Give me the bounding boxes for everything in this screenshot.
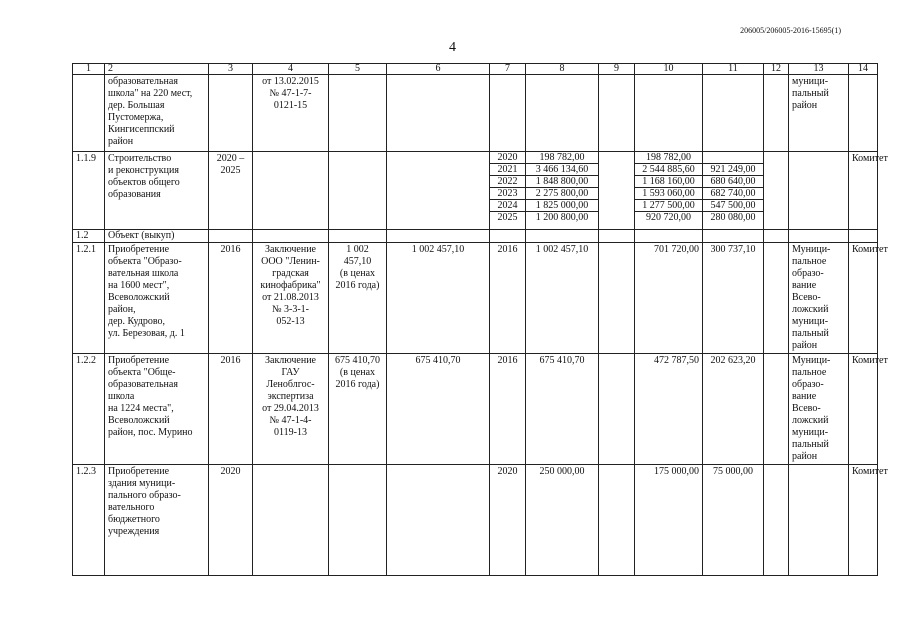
- section-title: Объект (выкуп): [105, 230, 209, 243]
- local: 202 623,20: [703, 354, 764, 465]
- local-cell: [703, 152, 764, 230]
- amount: 2 275 800,00: [526, 188, 598, 200]
- executor: Комитет: [849, 354, 878, 465]
- row-number: 1.2: [73, 230, 105, 243]
- table-row: [73, 75, 878, 152]
- col-header: 11: [703, 64, 764, 75]
- year: 2022: [490, 176, 525, 188]
- amount: 682 740,00: [703, 188, 763, 200]
- amount: 3 466 134,60: [526, 164, 598, 176]
- years-cell: [490, 152, 526, 230]
- col-header: 6: [387, 64, 490, 75]
- total: 250 000,00: [526, 465, 599, 576]
- amount: [703, 152, 763, 164]
- amount: 1 825 000,00: [526, 200, 598, 212]
- regional: 701 720,00: [635, 243, 703, 354]
- col-header: 7: [490, 64, 526, 75]
- expertise-doc: Заключение ГАУ Ленoблгос- экспертиза от 29.04.2013 № 47-1-4- 0119-13: [253, 354, 329, 465]
- row-number: 1.2.1: [73, 243, 105, 354]
- expertise-doc: от 13.02.2015 № 47-1-7- 0121-15: [253, 75, 329, 152]
- executor: Комитет: [849, 152, 878, 230]
- row-number: 1.1.9: [73, 152, 105, 230]
- year: 2021: [490, 164, 525, 176]
- amount: 921 249,00: [703, 164, 763, 176]
- amount: 198 782,00: [526, 152, 598, 164]
- cost: 675 410,70 (в ценах 2016 года): [329, 354, 387, 465]
- amount: 920 720,00: [646, 212, 691, 223]
- col-header: 2: [105, 64, 209, 75]
- object-name: Приобретение объекта "Обще- образовательная школа на 1224 места", Всеволожский район, пос. Мурино: [105, 354, 209, 465]
- local: 75 000,00: [703, 465, 764, 576]
- table-row: [73, 152, 878, 230]
- col-header: 4: [253, 64, 329, 75]
- local: 300 737,10: [703, 243, 764, 354]
- amount: 1 848 800,00: [526, 176, 598, 188]
- year: 2016: [490, 354, 526, 465]
- year: 2020: [490, 152, 525, 164]
- table-row: [73, 230, 878, 243]
- col-header: 14: [849, 64, 878, 75]
- col-header: 10: [635, 64, 703, 75]
- table-row: [73, 465, 878, 576]
- amount: 1 200 800,00: [535, 212, 589, 223]
- amount: 547 500,00: [703, 200, 763, 212]
- estimate: 675 410,70: [387, 354, 490, 465]
- year: 2016: [490, 243, 526, 354]
- total-cell: [526, 152, 599, 230]
- amount: 1 168 160,00: [635, 176, 702, 188]
- object-name: образовательная школа" на 220 мест, дер. Большая Пустомержа, Кингисеппский район: [105, 75, 209, 152]
- regional: 472 787,50: [635, 354, 703, 465]
- object-name: Строительство и реконструкция объектов общего образования: [105, 152, 209, 230]
- amount: 2 544 885,60: [635, 164, 702, 176]
- regional-cell: [635, 152, 703, 230]
- municipality: Муници- пальное образо- вание Всево- ложский муници- пальный район: [789, 243, 849, 354]
- municipality: Муници- пальное образо- вание Всево- ложский муници- пальный район: [789, 354, 849, 465]
- col-header: 3: [209, 64, 253, 75]
- total: 1 002 457,10: [526, 243, 599, 354]
- year: 2024: [490, 200, 525, 212]
- year: 2025: [497, 212, 518, 223]
- col-header: 8: [526, 64, 599, 75]
- estimate: 1 002 457,10: [387, 243, 490, 354]
- year: 2023: [490, 188, 525, 200]
- col-header: 1: [73, 64, 105, 75]
- table-row: [73, 354, 878, 465]
- period: 2016: [209, 243, 253, 354]
- amount: 1 277 500,00: [635, 200, 702, 212]
- total: 675 410,70: [526, 354, 599, 465]
- page-number: 4: [449, 40, 456, 55]
- regional: 175 000,00: [635, 465, 703, 576]
- object-name: Приобретение здания муници- пального образо- вательного бюджетного учреждения: [105, 465, 209, 576]
- col-header: 13: [789, 64, 849, 75]
- amount: 198 782,00: [635, 152, 702, 164]
- year: 2020: [490, 465, 526, 576]
- municipality: муници- пальный район: [789, 75, 849, 152]
- period: 2020 – 2025: [209, 152, 253, 230]
- col-header: 5: [329, 64, 387, 75]
- col-header: 9: [599, 64, 635, 75]
- cost: 1 002 457,10 (в ценах 2016 года): [329, 243, 387, 354]
- executor: Комитет: [849, 465, 878, 576]
- program-table: [72, 63, 888, 576]
- expertise-doc: Заключение ООО "Ленин- градская кинофабрика" от 21.08.2013 № 3-3-1- 052-13: [253, 243, 329, 354]
- amount: 280 080,00: [710, 212, 756, 223]
- table-row: [73, 243, 878, 354]
- col-header: 12: [764, 64, 789, 75]
- row-number: 1.2.3: [73, 465, 105, 576]
- object-name: Приобретение объекта "Образо- вательная школа на 1600 мест", Всеволожский район, дер. Кудрово, ул. Березовая, д. 1: [105, 243, 209, 354]
- amount: 1 593 060,00: [635, 188, 702, 200]
- period: 2020: [209, 465, 253, 576]
- executor: Комитет: [849, 243, 878, 354]
- column-numbers-row: [73, 64, 878, 75]
- document-id: 206005/206005-2016-15695(1): [740, 26, 841, 35]
- period: 2016: [209, 354, 253, 465]
- row-number: 1.2.2: [73, 354, 105, 465]
- amount: 680 640,00: [703, 176, 763, 188]
